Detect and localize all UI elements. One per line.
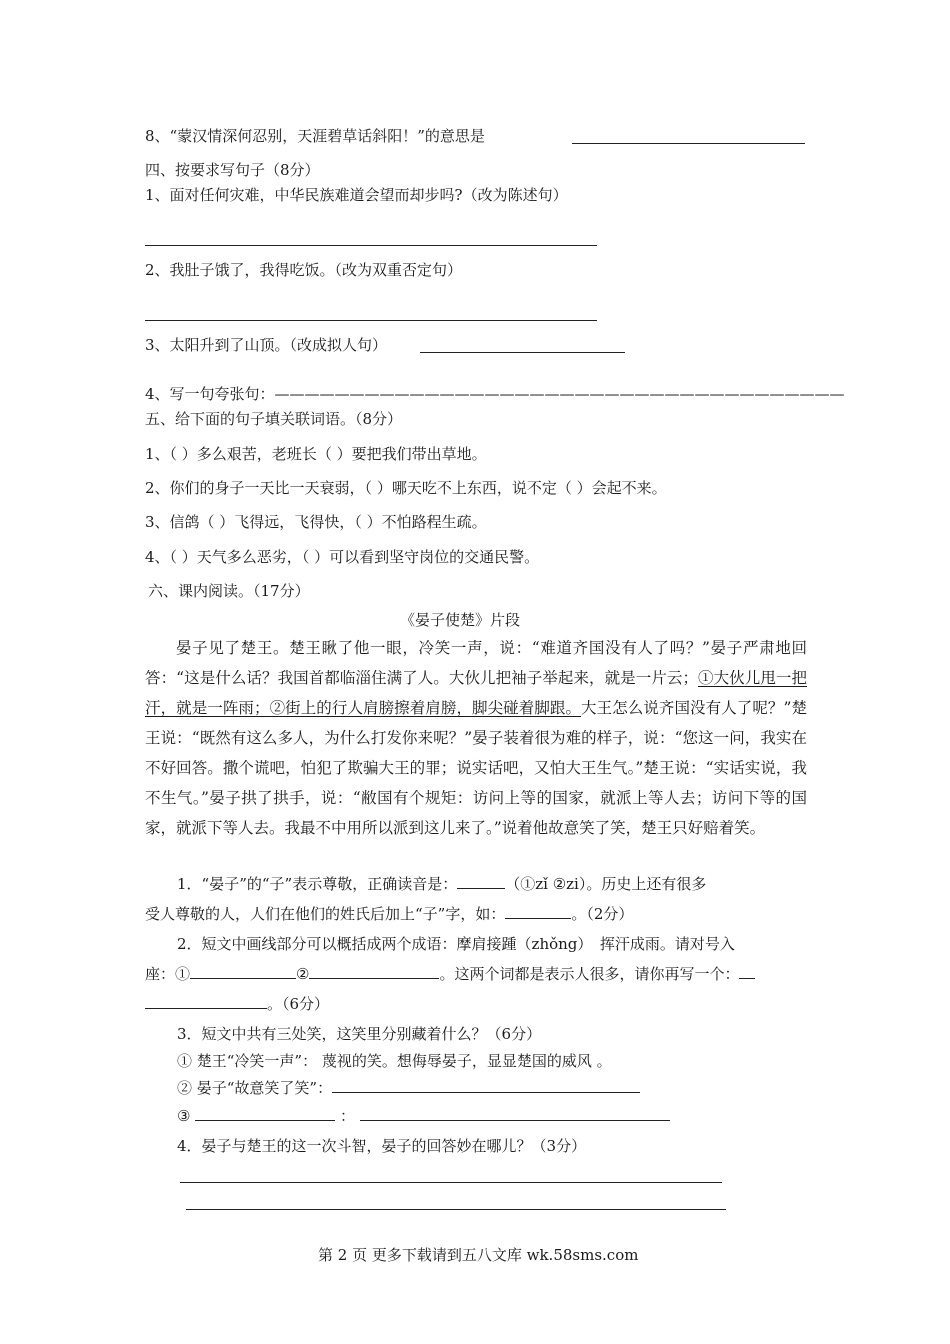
sec4-item-2: 2、我肚子饿了，我得吃饭。（改为双重否定句）: [145, 261, 463, 279]
reading-q3-answer-3: [177, 1106, 670, 1126]
reading-q3: 3．短文中共有三处笑，这笑里分别藏着什么？（6分）: [177, 1025, 542, 1043]
answer-line-sec4-2[interactable]: [145, 320, 597, 321]
q3-2-label: ② 晏子“故意笑了笑”：: [177, 1079, 333, 1097]
passage-part-b: 大王怎么说齐国没有人了呢？”楚王说：“既然有这么多人，为什么打发你来呢？”晏子装着很为难的样子，说：“您这一问，我实在不好回答。撒个谎吧，怕犯了欺骗大王的罪；说实话吧，又怕大王生气。”楚王说：“实话实说，我不生气。”晏子拱了拱手，说：“敝国有个规矩：访问上等的国家，就派上等人去；访问下等的国家，就派下等人去。我最不中用所以派到这儿来了。”说着他故意笑了笑，楚王只好赔着笑。: [145, 699, 807, 837]
sec5-item-1: 1、（ ）多么艰苦，老班长（ ）要把我们带出草地。: [145, 445, 487, 463]
sec4-item-4: 4、写一句夸张句：——————————————————————————————————————: [145, 385, 845, 403]
answer-line-sec4-1[interactable]: [145, 245, 597, 246]
q2-blank-3a[interactable]: [739, 964, 755, 979]
q2-blank-2[interactable]: [309, 964, 439, 979]
reading-q4: 4．晏子与楚王的这一次斗智，晏子的回答妙在哪儿？（3分）: [177, 1137, 587, 1155]
q2-text-d: 。这两个词都是表示人很多，请你再写一个：: [439, 965, 740, 983]
q3-3-colon: ：: [340, 1107, 356, 1125]
reading-q3-answer-2: [177, 1078, 640, 1098]
q1-text-b: （①zǐ ②zi）。历史上还有很多: [505, 875, 707, 893]
q3-3-blank-subject[interactable]: [195, 1106, 335, 1121]
question-8: [145, 126, 485, 146]
answer-line-q8[interactable]: [572, 143, 805, 144]
passage-title: 《晏子使楚》片段: [400, 611, 521, 629]
sec5-item-4: 4、（ ）天气多么恶劣，（ ）可以看到坚守岗位的交通民警。: [145, 548, 540, 566]
section-5-title: 五、给下面的句子填关联词语。（8分）: [145, 410, 403, 428]
sec5-item-2: 2、你们的身子一天比一天衰弱，（ ）哪天吃不上东西，说不定（ ）会起不来。: [145, 479, 667, 497]
reading-q1-line2: [145, 904, 633, 924]
answer-line-q4-2[interactable]: [186, 1209, 726, 1210]
answer-line-q4-1[interactable]: [180, 1182, 722, 1183]
q3-3-blank-meaning[interactable]: [360, 1106, 670, 1121]
q2-blank-3b[interactable]: [145, 994, 267, 1009]
reading-q3-answer-1: ① 楚王“冷笑一声”： 蔑视的笑。想侮辱晏子，显显楚国的威风 。: [177, 1052, 612, 1070]
q1-text-a: 1．“晏子”的“子”表示尊敬，正确读音是：: [177, 875, 458, 893]
sec4-item-3: 3、太阳升到了山顶。（改成拟人句）: [145, 336, 388, 354]
answer-line-sec4-3[interactable]: [420, 352, 625, 353]
sec5-item-3: 3、信鸽（ ）飞得远，飞得快，（ ）不怕路程生疏。: [145, 513, 487, 531]
q2-text-b: 座：①: [145, 965, 191, 983]
sec4-item-1: 1、面对任何灾难，中华民族难道会望而却步吗?（改为陈述句）: [145, 186, 568, 204]
section-4-title: 四、按要求写句子（8分）: [145, 161, 320, 179]
page-footer: 第 2 页 更多下载请到五八文库 wk.58sms.com: [318, 1246, 639, 1264]
reading-q2-line1: 2．短文中画线部分可以概括成两个成语：摩肩接踵（zhǒng） 挥汗成雨。请对号入: [177, 935, 735, 953]
reading-q2-line2: [145, 964, 755, 984]
q3-3-label: ③: [177, 1107, 191, 1125]
q1-text-c: 受人尊敬的人，人们在他们的姓氏后加上“子”字，如：: [145, 905, 506, 923]
passage-underline-2: ②街上的行人肩膀擦着肩膀，脚尖碰着脚跟。: [269, 699, 582, 717]
q2-text-e: 。（6分）: [267, 995, 330, 1013]
section-6-title: 六、课内阅读。（17分）: [148, 582, 310, 600]
passage-text: [145, 633, 807, 843]
reading-q2-line3: [145, 994, 329, 1014]
q3-2-blank[interactable]: [332, 1078, 640, 1093]
q2-text-c: ②: [296, 965, 310, 983]
question-8-text: 8、“蒙汉情深何忍别，天涯碧草话斜阳！”的意思是: [145, 127, 485, 145]
reading-q1-line1: [177, 874, 706, 894]
q1-text-d: 。（2分）: [571, 905, 634, 923]
q2-blank-1[interactable]: [190, 964, 296, 979]
q1-blank-example[interactable]: [505, 904, 571, 919]
q1-blank-reading[interactable]: [457, 874, 505, 889]
passage-part-a: 晏子见了楚王。楚王瞅了他一眼，冷笑一声，说：“难道齐国没有人了吗？”晏子严肃地回答：“这是什么话？我国首都临淄住满了人。大伙儿把袖子举起来，就是一片云；: [145, 639, 807, 687]
passage-underline-1: ①大伙儿甩一把汗，就是一阵雨；: [145, 669, 807, 717]
